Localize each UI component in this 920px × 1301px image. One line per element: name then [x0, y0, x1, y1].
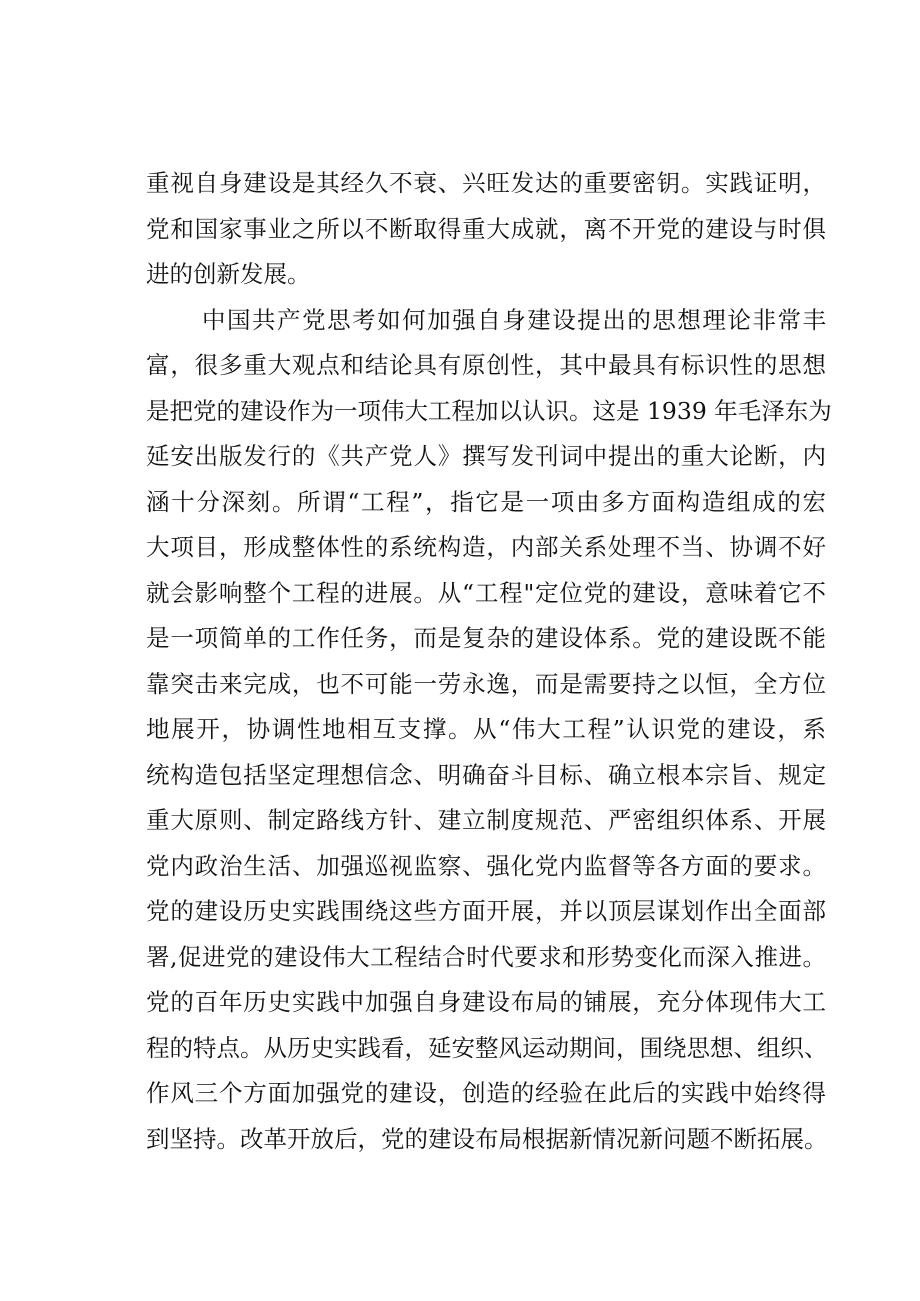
- text-line: 重视自身建设是其经久不衰、兴旺发达的重要密钥。实践证明，: [146, 169, 826, 197]
- text-line: 涵十分深刻。所谓“工程”，指它是一项由多方面构造组成的宏: [146, 487, 826, 516]
- text-line: 党的建设历史实践围绕这些方面开展，并以顶层谋划作出全面部: [146, 897, 826, 925]
- text-line: 富，很多重大观点和结论具有原创性，其中最具有标识性的思想: [146, 351, 826, 379]
- text-line: 党内政治生活、加强巡视监察、强化党内监督等各方面的要求。: [146, 851, 826, 880]
- text-line: 大项目，形成整体性的系统构造，内部关系处理不当、协调不好: [146, 533, 826, 561]
- body-text: [146, 161, 832, 1162]
- text-line: 中国共产党思考如何加强自身建设提出的思想理论非常丰: [202, 305, 826, 334]
- text-line: 是把党的建设作为一项伟大工程加以认识。这是 1939 年毛泽东为: [146, 396, 832, 425]
- text-line: 靠突击来完成，也不可能一劳永逸，而是需要持之以恒，全方位: [146, 669, 826, 698]
- text-line: 党和国家事业之所以不断取得重大成就，离不开党的建设与时俱: [146, 214, 826, 243]
- paragraph-1: [146, 161, 826, 298]
- text-line: 重大原则、制定路线方针、建立制度规范、严密组织体系、开展: [146, 806, 826, 834]
- text-line: 党的百年历史实践中加强自身建设布局的铺展，充分体现伟大工: [146, 988, 826, 1016]
- text-line: 程的特点。从历史实践看，延安整风运动期间，围绕思想、组织、: [146, 1033, 828, 1062]
- text-line: 署,促进党的建设伟大工程结合时代要求和形势变化而深入推进。: [146, 942, 826, 971]
- text-line: 到坚持。改革开放后，党的建设布局根据新情况新问题不断拓展。: [146, 1124, 828, 1153]
- text-line: 是一项简单的工作任务，而是复杂的建设体系。党的建设既不能: [146, 624, 826, 652]
- text-line: 统构造包括坚定理想信念、明确奋斗目标、确立根本宗旨、规定: [146, 760, 826, 789]
- text-line: 地展开，协调性地相互支撑。从“伟大工程”认识党的建设，系: [146, 715, 826, 743]
- text-line: 进的创新发展。: [146, 260, 311, 288]
- paragraph-2: [146, 298, 832, 1163]
- text-line: 作风三个方面加强党的建设，创造的经验在此后的实践中始终得: [146, 1079, 826, 1107]
- text-line: 延安出版发行的《共产党人》撰写发刊词中提出的重大论断，内: [146, 442, 826, 470]
- text-line: 就会影响整个工程的进展。从“工程"定位党的建设，意味着它不: [146, 578, 826, 607]
